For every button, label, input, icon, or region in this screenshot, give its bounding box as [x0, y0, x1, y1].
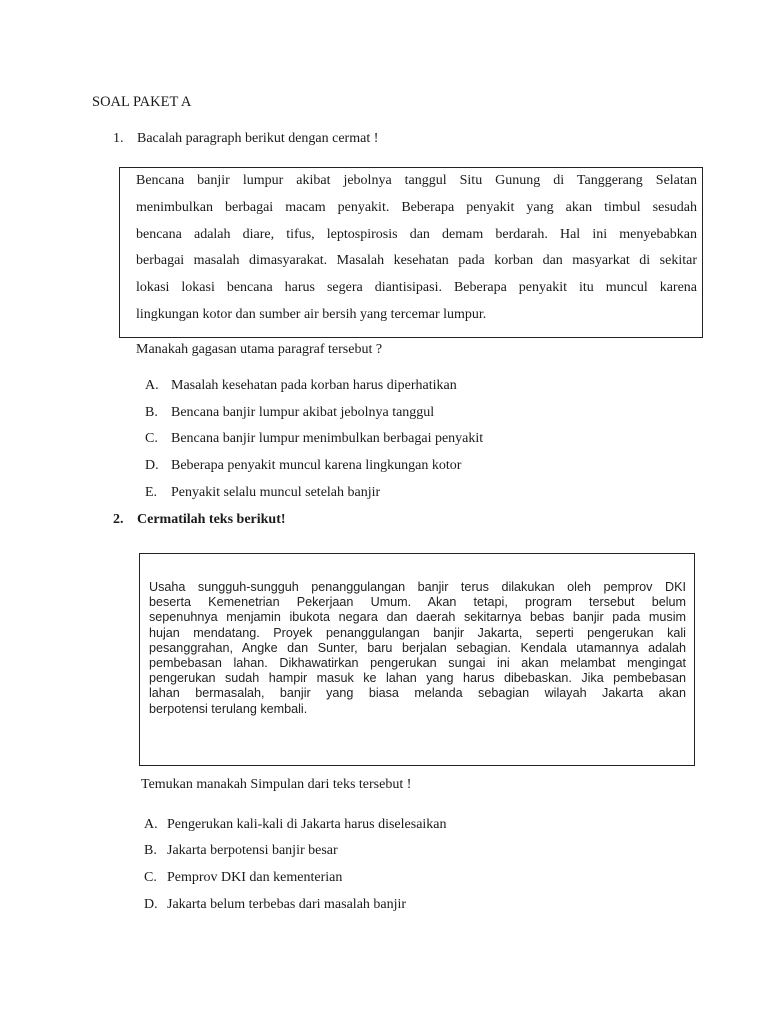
- option-text: Bencana banjir lumpur akibat jebolnya tanggul: [171, 405, 435, 420]
- question-2-passage: [149, 580, 686, 717]
- option-text: Pemprov DKI dan kementerian: [167, 870, 343, 885]
- question-1-prompt: Manakah gagasan utama paragraf tersebut ?: [136, 342, 383, 357]
- option-text: Penyakit selalu muncul setelah banjir: [171, 485, 381, 500]
- passage-line: pengerukan sudah hampir masuk ke lahan yang harus dibebaskan. Jika pembebasan: [149, 671, 686, 686]
- passage-line: sepenuhnya menjamin ibukota negara dan daerah sekitarnya bebas banjir pada musim: [149, 610, 686, 625]
- passage-line: berbagai masalah dimasyarakat. Masalah kesehatan pada korban dan masyarkat di sekitar: [136, 253, 697, 269]
- passage-line: Bencana banjir lumpur akibat jebolnya tanggul Situ Gunung di Tanggerang Selatan: [136, 173, 697, 188]
- question-2-passage-box: [139, 553, 695, 766]
- passage-line: hujan mendatang. Proyek penanggulangan banjir Jakarta, seperti pengerukan kali: [149, 625, 686, 640]
- option-text: Pengerukan kali-kali di Jakarta harus diselesaikan: [167, 817, 447, 832]
- option-letter: D.: [144, 897, 158, 912]
- option-letter: A.: [144, 817, 158, 832]
- passage-line: menimbulkan berbagai macam penyakit. Beberapa penyakit yang akan timbul sesudah: [136, 199, 697, 215]
- option-letter: C.: [144, 870, 157, 885]
- question-2-prompt: Temukan manakah Simpulan dari teks tersebut !: [141, 777, 412, 792]
- option-letter: C.: [145, 431, 158, 446]
- option-text: Jakarta berpotensi banjir besar: [167, 843, 338, 858]
- passage-line: lokasi lokasi bencana harus segera diantisipasi. Beberapa penyakit itu muncul karena: [136, 280, 697, 296]
- option-text: Jakarta belum terbebas dari masalah banjir: [167, 897, 407, 912]
- option-letter: D.: [145, 458, 159, 473]
- question-1-passage-box: [119, 167, 703, 338]
- option-text: Beberapa penyakit muncul karena lingkungan kotor: [171, 458, 462, 473]
- option-letter: E.: [145, 485, 158, 500]
- passage-line: pesanggrahan, Angke dan Sunter, baru berjalan sebagian. Kendala utamannya adalah: [149, 640, 686, 655]
- question-2-number: 2.: [113, 512, 124, 527]
- passage-line: berpotensi terulang kembali.: [149, 701, 308, 716]
- passage-line: Usaha sungguh-sungguh penanggulangan banjir terus dilakukan oleh pemprov DKI: [149, 580, 686, 594]
- option-letter: B.: [144, 843, 157, 858]
- option-letter: A.: [145, 378, 159, 393]
- passage-line: bencana adalah diare, tifus, leptospirosis dan demam berdarah. Hal ini menyebabkan: [136, 226, 697, 242]
- passage-line: beserta Kemenetrian Pekerjaan Umum. Akan tetapi, program tersebut belum: [149, 595, 686, 610]
- passage-line: lahan bermasalah, banjir yang biasa melanda sebagian wilayah Jakarta akan: [149, 686, 686, 701]
- document-title: SOAL PAKET A: [92, 94, 192, 110]
- passage-line: pembebasan lahan. Dikhawatirkan pengerukan sungai ini akan melambat mengingat: [149, 655, 686, 670]
- passage-line: lingkungan kotor dan sumber air bersih yang tercemar lumpur.: [136, 306, 487, 322]
- question-1-instruction: Bacalah paragraph berikut dengan cermat !: [137, 131, 379, 146]
- question-1-passage: [136, 168, 697, 329]
- option-letter: B.: [145, 405, 158, 420]
- question-2-instruction: Cermatilah teks berikut!: [137, 512, 286, 527]
- option-text: Masalah kesehatan pada korban harus diperhatikan: [171, 378, 457, 393]
- question-1-number: 1.: [113, 131, 124, 146]
- option-text: Bencana banjir lumpur menimbulkan berbagai penyakit: [171, 431, 484, 446]
